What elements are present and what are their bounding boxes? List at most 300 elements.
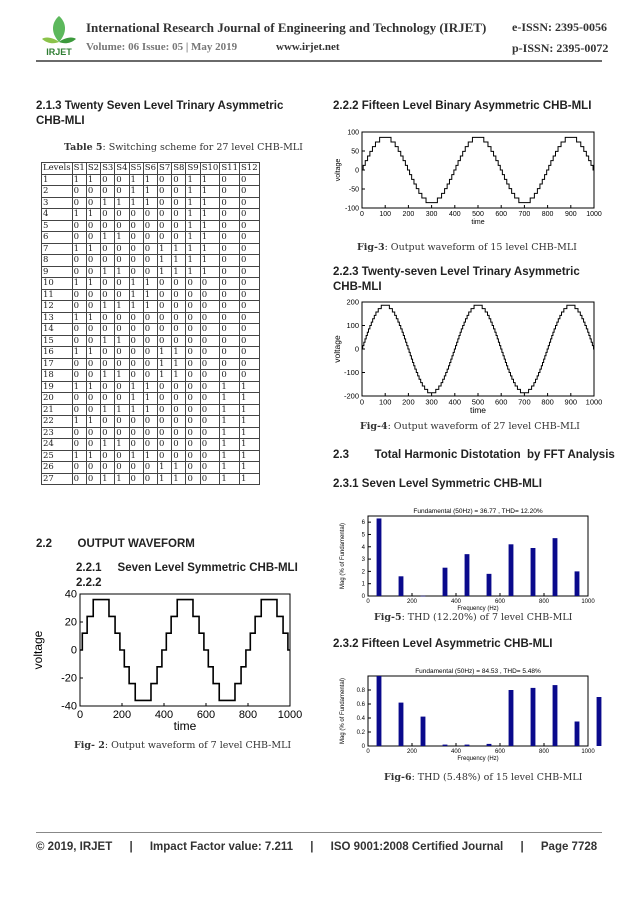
table-cell: 1 — [86, 347, 100, 359]
table-cell: 0 — [186, 289, 200, 301]
table-header-cell: S11 — [221, 163, 238, 174]
x-tick-label: 800 — [538, 599, 550, 605]
table-cell: 1 — [143, 186, 157, 198]
table-cell: 0 — [143, 439, 157, 451]
table-cell: 0 — [239, 324, 259, 336]
table-cell: 1 — [200, 220, 220, 232]
table-cell: 0 — [129, 324, 143, 336]
table-row — [42, 427, 260, 439]
table-cell: 0 — [200, 370, 220, 382]
table-cell: 0 — [129, 255, 143, 267]
table-cell: 1 — [186, 197, 200, 209]
table-cell: 0 — [158, 393, 172, 405]
table-cell: 0 — [200, 312, 220, 324]
table-cell: 0 — [101, 462, 115, 474]
table-cell: 3 — [42, 197, 73, 209]
x-tick-label: 200 — [402, 211, 415, 218]
x-tick-label: 1000 — [277, 709, 303, 721]
table-row — [42, 301, 260, 313]
table-row — [42, 439, 260, 451]
eissn: e-ISSN: 2395-0056 — [512, 20, 607, 34]
table-cell: 0 — [186, 439, 200, 451]
table-cell: 0 — [115, 450, 129, 462]
table-cell: 1 — [101, 404, 115, 416]
table-cell: 0 — [186, 301, 200, 313]
x-tick-label: 700 — [518, 397, 531, 407]
table-cell: 1 — [129, 404, 143, 416]
table-cell: 0 — [72, 427, 86, 439]
table-cell: 0 — [101, 255, 115, 267]
table-cell: 0 — [143, 358, 157, 370]
x-tick-label: 0 — [366, 599, 370, 605]
table-cell: 0 — [72, 439, 86, 451]
table-cell: 0 — [186, 335, 200, 347]
x-tick-label: 900 — [564, 211, 577, 218]
x-tick-label: 400 — [154, 709, 174, 721]
table-cell: 0 — [239, 301, 259, 313]
plot-area — [362, 132, 594, 208]
table-cell: 0 — [101, 312, 115, 324]
x-tick-label: 800 — [541, 397, 554, 407]
table-row — [42, 404, 260, 416]
table-cell: 7 — [42, 243, 73, 255]
table-cell: 0 — [86, 404, 100, 416]
y-tick-label: 40 — [64, 588, 77, 601]
y-tick-label: 0.8 — [356, 688, 365, 694]
fft-bar — [509, 690, 514, 746]
x-tick-label: 600 — [196, 709, 216, 721]
table-cell: 1 — [143, 174, 157, 186]
table-cell: 1 — [129, 197, 143, 209]
table-row — [42, 220, 260, 232]
table-header-cell: S4 — [116, 163, 128, 174]
table-cell: 0 — [220, 370, 240, 382]
table-cell: 0 — [186, 416, 200, 428]
table-cell: 0 — [101, 347, 115, 359]
table-cell: 0 — [158, 301, 172, 313]
table-cell: 0 — [101, 220, 115, 232]
table-cell: 0 — [200, 347, 220, 359]
table-cell: 1 — [129, 381, 143, 393]
table-cell: 1 — [158, 255, 172, 267]
table-cell: 8 — [42, 255, 73, 267]
table-cell: 0 — [101, 324, 115, 336]
table-cell: 0 — [72, 370, 86, 382]
table-cell: 0 — [172, 278, 186, 290]
table-cell: 0 — [239, 312, 259, 324]
logo-leaf-icon — [36, 12, 82, 58]
table-row — [42, 370, 260, 382]
table-cell: 1 — [101, 266, 115, 278]
table-cell: 0 — [186, 324, 200, 336]
table-row — [42, 197, 260, 209]
table-cell: 0 — [115, 324, 129, 336]
table-cell: 0 — [239, 255, 259, 267]
table-cell: 1 — [239, 439, 259, 451]
chart-title: Fundamental (50Hz) = 36.77 , THD= 12.20% — [413, 508, 543, 515]
table-cell: 0 — [143, 427, 157, 439]
table-cell: 0 — [172, 174, 186, 186]
fft-bar — [487, 744, 492, 746]
table-cell: 0 — [115, 243, 129, 255]
switching-table-wrap — [41, 162, 260, 485]
table-cell: 0 — [220, 197, 240, 209]
table-cell: 0 — [115, 312, 129, 324]
table-cell: 0 — [172, 220, 186, 232]
table-cell: 0 — [200, 335, 220, 347]
table-cell: 0 — [129, 370, 143, 382]
table-cell: 0 — [129, 209, 143, 221]
fft-bar — [509, 544, 514, 596]
table-cell: 24 — [42, 439, 73, 451]
table-cell: 0 — [200, 473, 220, 485]
y-tick-label: -40 — [61, 700, 77, 713]
table-cell: 0 — [72, 186, 86, 198]
table-cell: 0 — [239, 335, 259, 347]
table-cell: 0 — [86, 393, 100, 405]
section-heading-231: 2.3.1 Seven Level Symmetric CHB-MLI — [333, 478, 542, 490]
table-cell: 9 — [42, 266, 73, 278]
y-tick-label: 0.2 — [356, 730, 365, 736]
table-cell: 0 — [115, 186, 129, 198]
table-cell: 1 — [101, 473, 115, 485]
table-cell: 0 — [72, 197, 86, 209]
table-cell: 1 — [186, 186, 200, 198]
table-cell: 0 — [143, 220, 157, 232]
table-cell: 17 — [42, 358, 73, 370]
x-tick-label: 400 — [448, 211, 461, 218]
table-cell: 0 — [158, 312, 172, 324]
table-cell: 0 — [86, 255, 100, 267]
fft-bar — [399, 703, 404, 746]
x-tick-label: 1000 — [586, 211, 602, 218]
table-cell: 1 — [220, 439, 240, 451]
table-cell: 0 — [143, 232, 157, 244]
section-heading-232: 2.3.2 Fifteen Level Asymmetric CHB-MLI — [333, 638, 553, 650]
table-cell: 0 — [172, 209, 186, 221]
table-cell: 1 — [239, 427, 259, 439]
x-axis-label: time — [469, 405, 487, 415]
table-cell: 0 — [101, 416, 115, 428]
table-cell: 1 — [186, 255, 200, 267]
table-row — [42, 243, 260, 255]
table-cell: 0 — [158, 220, 172, 232]
table-cell: 0 — [72, 324, 86, 336]
table-cell: 1 — [186, 232, 200, 244]
table-row — [42, 312, 260, 324]
table-cell: 1 — [172, 255, 186, 267]
table-header-cell: S7 — [159, 163, 171, 174]
table-cell: 1 — [172, 243, 186, 255]
table-cell: 18 — [42, 370, 73, 382]
table-cell: 13 — [42, 312, 73, 324]
table-cell: 1 — [220, 473, 240, 485]
table-cell: 1 — [129, 278, 143, 290]
table-cell: 0 — [200, 439, 220, 451]
y-tick-label: 0 — [70, 644, 77, 657]
table-cell: 0 — [220, 174, 240, 186]
table-cell: 0 — [200, 450, 220, 462]
table-cell: 1 — [239, 473, 259, 485]
table-cell: 0 — [239, 278, 259, 290]
table-cell: 0 — [200, 289, 220, 301]
y-tick-label: -20 — [61, 672, 77, 685]
fig3-caption: Fig-3: Output waveform of 15 level CHB-MLI — [357, 242, 577, 253]
table-cell: 0 — [72, 289, 86, 301]
x-tick-label: 800 — [238, 709, 258, 721]
table-cell: 1 — [86, 312, 100, 324]
chart-title: Fundamental (50Hz) = 84.53 , THD= 5.48% — [415, 668, 541, 675]
table-cell: 1 — [115, 439, 129, 451]
table-cell: 0 — [86, 324, 100, 336]
table-cell: 0 — [115, 393, 129, 405]
x-tick-label: 200 — [406, 599, 418, 605]
table-cell: 1 — [220, 381, 240, 393]
table-cell: 1 — [86, 381, 100, 393]
table-cell: 0 — [172, 381, 186, 393]
table-cell: 1 — [101, 232, 115, 244]
table-cell: 0 — [86, 439, 100, 451]
fft-bar — [531, 688, 536, 746]
table-cell: 0 — [115, 347, 129, 359]
footer: © 2019, IRJET | Impact Factor value: 7.211 | ISO 9001:2008 Certified Journal | Page 7728 — [36, 841, 598, 853]
fft-bar — [531, 548, 536, 596]
table-cell: 0 — [186, 347, 200, 359]
table-cell: 0 — [200, 278, 220, 290]
table-cell: 0 — [129, 220, 143, 232]
table-cell: 0 — [220, 324, 240, 336]
table-cell: 0 — [172, 186, 186, 198]
table-cell: 1 — [200, 174, 220, 186]
table-cell: 0 — [239, 174, 259, 186]
x-tick-label: 100 — [379, 211, 392, 218]
table-cell: 1 — [158, 358, 172, 370]
fft-bar — [421, 717, 426, 746]
table-cell: 1 — [86, 416, 100, 428]
fft-bar — [553, 685, 558, 746]
table-cell: 0 — [158, 209, 172, 221]
table-cell: 0 — [220, 255, 240, 267]
table-cell: 1 — [143, 197, 157, 209]
table-cell: 0 — [158, 174, 172, 186]
table-cell: 0 — [239, 358, 259, 370]
plot-area — [80, 594, 290, 706]
table-cell: 1 — [172, 347, 186, 359]
fig2-waveform-chart — [28, 588, 303, 738]
y-tick-label: 1 — [361, 581, 365, 588]
table-cell: 0 — [115, 220, 129, 232]
table-row — [42, 278, 260, 290]
table-cell: 22 — [42, 416, 73, 428]
table-cell: 1 — [220, 416, 240, 428]
x-tick-label: 200 — [406, 749, 418, 755]
table-cell: 0 — [220, 266, 240, 278]
fft-bar — [377, 518, 382, 596]
table-cell: 0 — [101, 393, 115, 405]
table-cell: 0 — [172, 393, 186, 405]
table-cell: 1 — [220, 450, 240, 462]
table-cell: 0 — [186, 381, 200, 393]
table-cell: 0 — [72, 358, 86, 370]
table-cell: 1 — [86, 209, 100, 221]
y-tick-label: 4 — [361, 544, 365, 551]
y-axis-label: Mag (% of Fundamental) — [340, 677, 346, 745]
table-header-cell: S2 — [87, 163, 100, 174]
y-tick-label: -200 — [343, 391, 359, 401]
table-cell: 1 — [186, 243, 200, 255]
y-tick-label: 0 — [355, 167, 359, 175]
table-cell: 0 — [158, 450, 172, 462]
table-cell: 1 — [143, 381, 157, 393]
table-cell: 0 — [143, 462, 157, 474]
y-axis-label: voltage — [335, 158, 342, 182]
table-row — [42, 473, 260, 485]
table-cell: 1 — [72, 312, 86, 324]
table-row — [42, 186, 260, 198]
table-cell: 0 — [158, 324, 172, 336]
table-cell: 0 — [158, 335, 172, 347]
header-divider — [36, 60, 602, 62]
table-cell: 0 — [220, 243, 240, 255]
table-cell: 1 — [158, 243, 172, 255]
table-cell: 4 — [42, 209, 73, 221]
x-tick-label: 500 — [471, 397, 485, 407]
y-tick-label: 0 — [354, 344, 359, 354]
table-cell: 0 — [186, 278, 200, 290]
section-heading-223: 2.2.3 Twenty-seven Level Trinary Asymmetric CHB-MLI — [333, 266, 580, 293]
table-cell: 0 — [143, 209, 157, 221]
table-cell: 0 — [86, 186, 100, 198]
x-axis-label: time — [471, 219, 485, 226]
table-cell: 1 — [220, 462, 240, 474]
y-axis-label: Mag (% of Fundamental) — [340, 522, 346, 590]
table-cell: 15 — [42, 335, 73, 347]
table-cell: 1 — [220, 393, 240, 405]
x-tick-label: 1000 — [581, 599, 595, 605]
x-tick-label: 400 — [450, 749, 462, 755]
table-cell: 0 — [158, 427, 172, 439]
table-cell: 0 — [129, 358, 143, 370]
table-cell: 1 — [143, 289, 157, 301]
fig2-caption: Fig- 2: Output waveform of 7 level CHB-MLI — [74, 740, 292, 751]
table-cell: 0 — [101, 289, 115, 301]
table-cell: 0 — [186, 462, 200, 474]
table-cell: 0 — [172, 439, 186, 451]
table-cell: 11 — [42, 289, 73, 301]
table-cell: 0 — [172, 416, 186, 428]
table-cell: 1 — [239, 393, 259, 405]
x-axis-label: Frequency (Hz) — [457, 606, 499, 612]
table-cell: 0 — [129, 232, 143, 244]
table-cell: 0 — [239, 232, 259, 244]
table-cell: 19 — [42, 381, 73, 393]
table-cell: 1 — [200, 243, 220, 255]
table-cell: 0 — [129, 473, 143, 485]
table-cell: 0 — [220, 220, 240, 232]
table-cell: 0 — [200, 427, 220, 439]
table-cell: 0 — [172, 404, 186, 416]
table-cell: 0 — [186, 393, 200, 405]
table-row — [42, 289, 260, 301]
table-header-cell: S5 — [130, 163, 142, 174]
x-tick-label: 800 — [541, 211, 554, 218]
y-tick-label: 2 — [361, 569, 365, 576]
table-header-cell: S3 — [102, 163, 114, 174]
table-cell: 0 — [115, 462, 129, 474]
table-cell: 0 — [200, 404, 220, 416]
volume-issue: Volume: 06 Issue: 05 | May 2019 — [86, 41, 238, 53]
table-cell: 0 — [72, 220, 86, 232]
table-cell: 1 — [101, 301, 115, 313]
table-cell: 0 — [220, 232, 240, 244]
table-cell: 0 — [143, 324, 157, 336]
table-cell: 0 — [239, 197, 259, 209]
table-cell: 6 — [42, 232, 73, 244]
x-tick-label: 300 — [425, 211, 438, 218]
table-cell: 0 — [86, 358, 100, 370]
fft-bar — [465, 745, 470, 746]
x-tick-label: 900 — [564, 397, 578, 407]
table-cell: 1 — [115, 404, 129, 416]
table-cell: 1 — [143, 301, 157, 313]
table-cell: 1 — [86, 243, 100, 255]
table-cell: 1 — [172, 358, 186, 370]
table-cell: 0 — [158, 197, 172, 209]
table-cell: 1 — [115, 266, 129, 278]
table-cell: 0 — [115, 289, 129, 301]
table-header-cell: S12 — [240, 163, 258, 174]
fft-bar — [421, 596, 426, 597]
table-cell: 0 — [158, 186, 172, 198]
footer-impact: Impact Factor value: 7.211 — [149, 841, 294, 853]
table-cell: 0 — [200, 416, 220, 428]
table-header-cell: S8 — [173, 163, 185, 174]
y-tick-label: 0 — [361, 594, 365, 600]
table-cell: 1 — [186, 220, 200, 232]
fft-bar — [575, 722, 580, 747]
fft-bar — [443, 745, 448, 746]
table-header-cell: S9 — [187, 163, 199, 174]
x-tick-label: 700 — [518, 211, 531, 218]
table-cell: 1 — [72, 416, 86, 428]
table-cell: 0 — [239, 186, 259, 198]
table-header-row — [42, 163, 260, 175]
fig4-waveform-chart — [330, 297, 603, 416]
table-cell: 1 — [115, 232, 129, 244]
y-tick-label: 0 — [361, 744, 365, 750]
section-heading-22: 2.2 OUTPUT WAVEFORM — [36, 538, 195, 550]
table-cell: 0 — [86, 427, 100, 439]
fig4-caption: Fig-4: Output waveform of 27 level CHB-MLI — [360, 421, 580, 432]
table-cell: 0 — [101, 209, 115, 221]
table-cell: 0 — [239, 370, 259, 382]
y-tick-label: 100 — [346, 321, 359, 330]
table-cell: 1 — [86, 278, 100, 290]
table-cell: 0 — [129, 462, 143, 474]
table-cell: 0 — [143, 335, 157, 347]
x-tick-label: 0 — [359, 397, 365, 407]
journal-url[interactable]: www.irjet.net — [276, 41, 340, 53]
table-cell: 1 — [72, 347, 86, 359]
table-cell: 0 — [239, 209, 259, 221]
fft-bar — [575, 571, 580, 596]
table-cell: 0 — [86, 266, 100, 278]
table-cell: 1 — [115, 370, 129, 382]
fft-bar — [597, 697, 602, 746]
table-row — [42, 255, 260, 267]
table-cell: 1 — [129, 301, 143, 313]
table-cell: 26 — [42, 462, 73, 474]
